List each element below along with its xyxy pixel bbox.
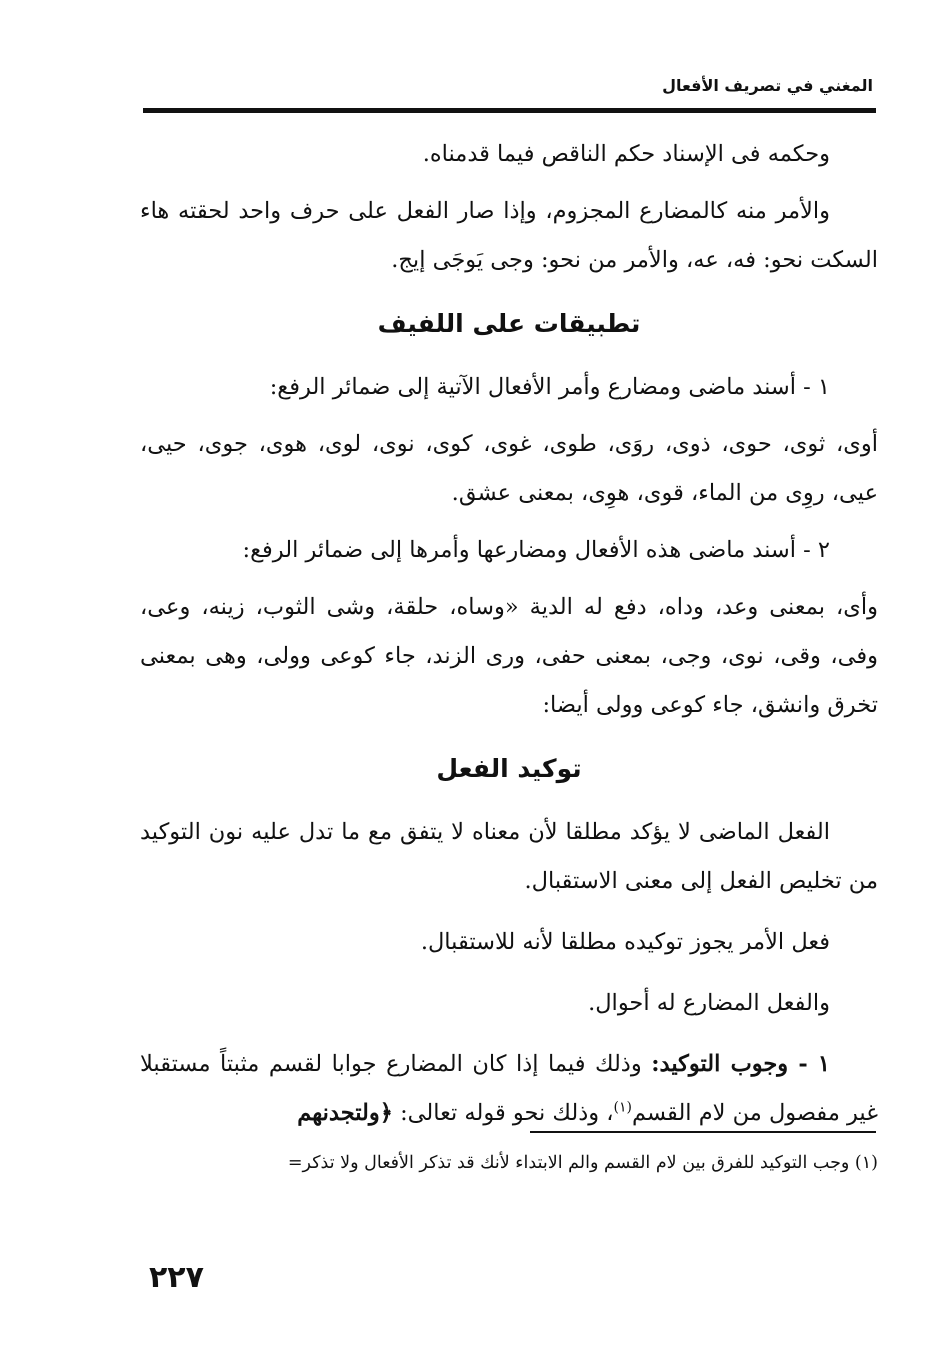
rule-text-tail: ، وذلك نحو قوله تعالى: (400, 1100, 614, 1126)
exercise-item: ١ - أسند ماضى ومضارع وأمر الأفعال الآتية إلى ضمائر الرفع: (269, 374, 830, 400)
exercise-item: ٢ - أسند ماضى هذه الأفعال ومضارعها وأمرها إلى ضمائر الرفع: (242, 537, 830, 563)
paragraph (140, 1040, 878, 1138)
section-heading: توكيد الفعل (436, 754, 582, 783)
footnote: (١) وجب التوكيد للفرق بين لام القسم والم الابتداء لأنك قد تذكر الأفعال ولا تذكر= (287, 1153, 878, 1173)
header-rule (143, 108, 876, 113)
footnote-ref: (١) (613, 1099, 633, 1116)
exercise-list: أوى، ثوى، حوى، ذوى، روَى، طوى، غوى، كوى، نوى، لوى، هوى، جوى، حيى، عيى، روِى من الماء، قوى، هوِى، بمعنى عشق. (140, 431, 878, 506)
quran-quote: ﴿ولتجدنهم (297, 1100, 393, 1126)
paragraph: والفعل المضارع له أحوال. (588, 990, 830, 1016)
paragraph: والأمر منه كالمضارع المجزوم، وإذا صار الفعل على حرف واحد لحقته هاء السكت نحو: فه، عه، والأمر من نحو: وجى يَوجَى إيج. (140, 198, 878, 273)
exercise-list: وأى، بمعنى وعد، وداه، دفع له الدية «وساه، حلقة، وشى الثوب، زينه، وعى، وفى، وقى، نوى، وجى، بمعنى حفى، ورى الزند، جاء كوعى وولى، وهى بمعنى تخرق وانشق، جاء كوعى وولى أيضا: (140, 594, 878, 718)
paragraph: الفعل الماضى لا يؤكد مطلقا لأن معناه لا يتفق مع ما تدل عليه نون التوكيد من تخليص الفعل إلى معنى الاستقبال. (140, 819, 878, 894)
rule-text: وذلك فيما إذا كان المضارع جوابا لقسم مثبتاً مستقبلا غير مفصول من لام القسم (140, 1051, 878, 1126)
paragraph: فعل الأمر يجوز توكيده مطلقا لأنه للاستقبال. (420, 929, 830, 955)
section-heading: تطبيقات على اللفيف (377, 309, 641, 338)
main-text (140, 130, 878, 1138)
footnote-rule (530, 1131, 876, 1133)
paragraph: وحكمه فى الإسناد حكم الناقص فيما قدمناه. (422, 141, 830, 167)
page-number: ٢٢٧ (149, 1260, 204, 1295)
running-title: المغني في تصريف الأفعال (662, 76, 873, 95)
rule-label: ١ - وجوب التوكيد: (651, 1051, 830, 1077)
